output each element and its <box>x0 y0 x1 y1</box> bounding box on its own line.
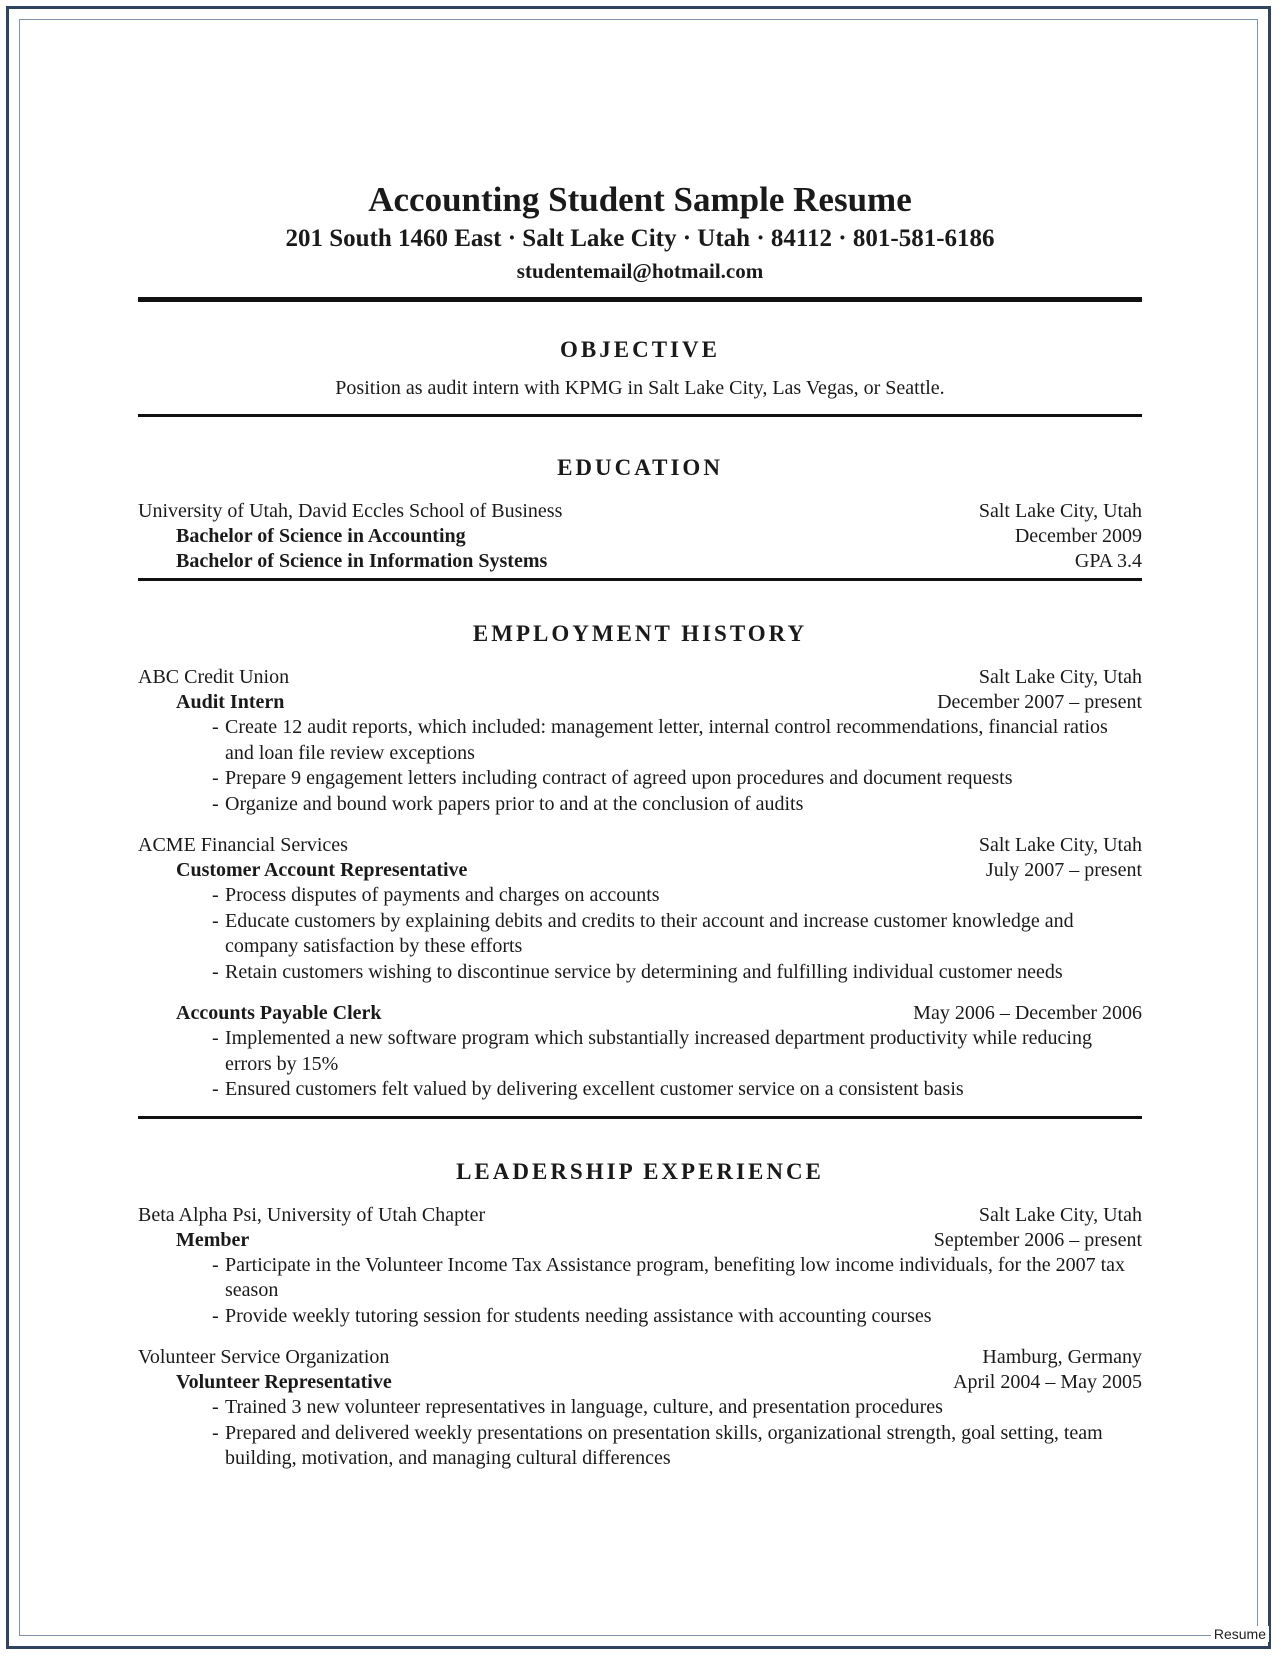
job-bullet-list <box>138 1026 1142 1103</box>
section-divider <box>138 578 1142 581</box>
bullet-dash: - <box>212 1253 219 1276</box>
section-divider <box>138 414 1142 417</box>
leadership-section <box>138 1157 1142 1472</box>
bullet-dash: - <box>212 767 219 789</box>
job-title: Customer Account Representative <box>176 859 468 881</box>
job-organization: ABC Credit Union <box>138 666 290 688</box>
list-item <box>138 960 1142 986</box>
leadership-org-row <box>138 1203 1142 1228</box>
bullet-text: Trained 3 new volunteer representatives in language, culture, and presentation procedures <box>225 1396 943 1418</box>
bullet-dash: - <box>212 884 219 906</box>
job-dates: December 2007 – present <box>937 691 1142 713</box>
bullet-dash: - <box>212 1078 219 1100</box>
job-bullet-list <box>138 715 1142 817</box>
bullet-dash: - <box>212 1304 219 1327</box>
job-dates: May 2006 – December 2006 <box>913 1002 1142 1024</box>
header-divider <box>138 297 1142 302</box>
list-item <box>138 1395 1142 1421</box>
bullet-dash: - <box>212 1421 219 1444</box>
job-org-row <box>138 833 1142 858</box>
bullet-dash: - <box>212 792 219 815</box>
list-item <box>138 715 1142 766</box>
bullet-text: Ensured customers felt valued by delivering excellent customer service on a consistent basis <box>225 1078 964 1100</box>
leadership-location: Hamburg, Germany <box>982 1346 1142 1368</box>
leadership-location: Salt Lake City, Utah <box>978 1203 1142 1226</box>
bullet-text: Process disputes of payments and charges on accounts <box>225 884 660 906</box>
bullet-text: Implemented a new software program which substantially increased department productivity while reducing errors by 15% <box>225 1027 1092 1075</box>
job-organization: ACME Financial Services <box>138 834 348 856</box>
job-location: Salt Lake City, Utah <box>978 666 1142 688</box>
leadership-role: Member <box>176 1228 250 1251</box>
leadership-role: Volunteer Representative <box>176 1371 392 1393</box>
bullet-dash: - <box>212 1027 219 1049</box>
list-item <box>138 1421 1142 1472</box>
section-heading-leadership: LEADERSHIP EXPERIENCE <box>456 1158 824 1184</box>
bullet-text: Organize and bound work papers prior to and at the conclusion of audits <box>225 792 804 815</box>
job-title: Accounts Payable Clerk <box>176 1002 382 1024</box>
job-entry <box>138 665 1142 817</box>
education-degree-row <box>138 549 1142 574</box>
bullet-dash: - <box>212 909 219 932</box>
bullet-text: Create 12 audit reports, which included: management letter, internal control recommendations, financial ratios and loan file review exceptions <box>225 716 1108 764</box>
bullet-text: Provide weekly tutoring session for students needing assistance with accounting courses <box>225 1304 932 1327</box>
section-heading-education: EDUCATION <box>557 455 723 480</box>
contact-email: studentemail@hotmail.com <box>516 259 764 283</box>
objective-section <box>138 335 1142 401</box>
graduation-date: December 2009 <box>1014 525 1142 547</box>
bullet-text: Prepare 9 engagement letters including contract of agreed upon procedures and document requests <box>225 767 1013 789</box>
leadership-organization: Volunteer Service Organization <box>138 1346 390 1368</box>
bullet-text: Retain customers wishing to discontinue service by determining and fulfilling individual customer needs <box>225 960 1063 983</box>
list-item <box>138 883 1142 909</box>
degree-accounting: Bachelor of Science in Accounting <box>176 525 466 547</box>
bullet-text: Prepared and delivered weekly presentations on presentation skills, organizational strength, goal setting, team building, motivation, and managing cultural differences <box>225 1421 1103 1469</box>
objective-text: Position as audit intern with KPMG in Salt Lake City, Las Vegas, or Seattle. <box>335 377 945 399</box>
corner-watermark-label: Resume <box>1211 1626 1269 1642</box>
section-divider <box>138 1116 1142 1119</box>
education-school-row <box>138 499 1142 524</box>
list-item <box>138 1304 1142 1330</box>
job-title: Audit Intern <box>176 691 285 713</box>
section-heading-objective: OBJECTIVE <box>560 337 720 362</box>
job-role-row <box>138 858 1142 883</box>
education-degree-row <box>138 524 1142 549</box>
bullet-dash: - <box>212 960 219 983</box>
school-location: Salt Lake City, Utah <box>978 500 1142 522</box>
contact-address: 201 South 1460 East · Salt Lake City · Utah · 84112 · 801-581-6186 <box>285 225 995 252</box>
list-item <box>138 792 1142 818</box>
section-heading-employment: EMPLOYMENT HISTORY <box>472 621 808 646</box>
resume-title: Accounting Student Sample Resume <box>368 180 912 219</box>
bullet-text: Participate in the Volunteer Income Tax Assistance program, benefiting low income individuals, for the 2007 tax season <box>225 1253 1126 1301</box>
job-org-row <box>138 665 1142 690</box>
job-entry <box>138 1001 1142 1103</box>
list-item <box>138 909 1142 960</box>
leadership-entry <box>138 1345 1142 1472</box>
leadership-bullet-list <box>138 1395 1142 1472</box>
leadership-dates: September 2006 – present <box>933 1228 1142 1251</box>
leadership-role-row <box>138 1228 1142 1253</box>
job-bullet-list <box>138 883 1142 985</box>
leadership-role-row <box>138 1370 1142 1395</box>
bullet-text: Educate customers by explaining debits and credits to their account and increase customer knowledge and company satisfaction by these efforts <box>225 909 1074 957</box>
leadership-entry <box>138 1203 1142 1330</box>
resume-document <box>138 178 1142 1472</box>
job-location: Salt Lake City, Utah <box>978 834 1142 856</box>
leadership-organization: Beta Alpha Psi, University of Utah Chapter <box>138 1203 486 1226</box>
resume-header <box>138 178 1142 286</box>
list-item <box>138 1253 1142 1304</box>
degree-information-systems: Bachelor of Science in Information Systems <box>176 550 548 572</box>
job-dates: July 2007 – present <box>985 859 1142 881</box>
education-section <box>138 453 1142 574</box>
list-item <box>138 1026 1142 1077</box>
list-item <box>138 766 1142 792</box>
gpa: GPA 3.4 <box>1074 550 1142 572</box>
leadership-dates: April 2004 – May 2005 <box>953 1371 1142 1393</box>
leadership-bullet-list <box>138 1253 1142 1330</box>
list-item <box>138 1077 1142 1103</box>
leadership-org-row <box>138 1345 1142 1370</box>
employment-section <box>138 619 1142 1103</box>
job-entry <box>138 833 1142 985</box>
bullet-dash: - <box>212 716 219 738</box>
bullet-dash: - <box>212 1396 219 1418</box>
school-name: University of Utah, David Eccles School of Business <box>138 500 563 522</box>
job-role-row <box>138 690 1142 715</box>
job-role-row <box>138 1001 1142 1026</box>
